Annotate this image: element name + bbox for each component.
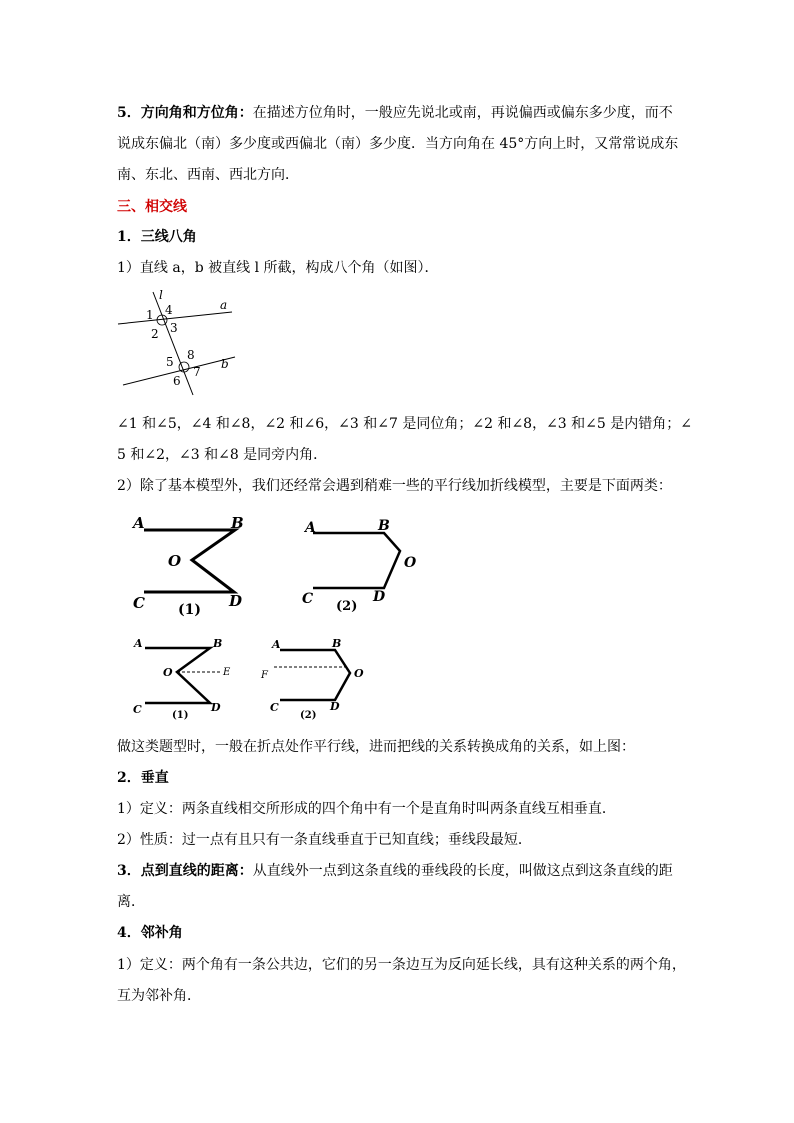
sub3-text-1: 从直线外一点到这条直线的垂线段的长度，叫做这点到这条直线的距: [252, 863, 673, 879]
sub1-p1: 1）直线 a，b 被直线 l 所截，构成八个角（如图）．: [117, 260, 439, 276]
sec5-number: 5．: [117, 105, 141, 121]
sub2-property: 2）性质：过一点有且只有一条直线垂直于已知直线；垂线段最短．: [117, 832, 532, 848]
sec5-title: 方向角和方位角：: [140, 105, 253, 121]
m1-caption: (1): [178, 602, 201, 618]
m1s-label-E: E: [223, 667, 231, 678]
label-a: a: [220, 298, 228, 312]
label-8: 8: [187, 348, 195, 362]
model-2-auxiliary-figure: [258, 632, 378, 727]
sub4-line1: 1）定义：两个角有一条公共边，它们的另一条边互为反向延长线，具有这种关系的两个角，: [117, 957, 686, 973]
m2-label-O: O: [404, 555, 417, 571]
sub4-heading: 4．邻补角: [117, 925, 183, 941]
model-1-auxiliary-figure: [125, 632, 245, 727]
model-2-aux-polyline: [280, 650, 350, 700]
m1-label-C: C: [133, 594, 145, 612]
part3-heading: 三、相交线: [117, 199, 187, 215]
model-2-figure: [298, 513, 428, 618]
label-1: 1: [146, 308, 154, 322]
sub3-line2: 离．: [117, 894, 145, 910]
label-4: 4: [165, 303, 173, 317]
model-1-aux-polyline: [145, 648, 210, 703]
sub4-line2: 互为邻补角．: [117, 988, 201, 1004]
model-1-figure: [120, 510, 260, 622]
sec5-line3: 南、东北、西南、西北方向．: [117, 167, 299, 183]
three-lines-eight-angles-figure: [115, 287, 240, 397]
m2s-label-O: O: [354, 667, 364, 680]
m2-label-B: B: [378, 518, 390, 534]
sub1-p2-line1: ∠1 和∠5，∠4 和∠8，∠2 和∠6，∠3 和∠7 是同位角；∠2 和∠8，∠3 和∠5 是内错角；∠: [117, 416, 692, 432]
label-5: 5: [166, 355, 174, 369]
m2-label-D: D: [373, 589, 386, 605]
m1-label-A: A: [133, 514, 145, 532]
m1s-caption: (1): [172, 710, 189, 721]
label-b: b: [221, 357, 229, 371]
m2s-label-F: F: [261, 670, 268, 681]
m2s-label-B: B: [332, 637, 342, 650]
sub3-line1: [117, 861, 687, 881]
model-1-polyline: [144, 530, 235, 592]
sub2-definition: 1）定义：两条直线相交所形成的四个角中有一个是直角时叫两条直线互相垂直．: [117, 801, 616, 817]
sub1-p3: 2）除了基本模型外，我们还经常会遇到稍难一些的平行线加折线模型，主要是下面两类：: [117, 478, 672, 494]
sub1-p4: 做这类题型时，一般在折点处作平行线，进而把线的关系转换成角的关系，如上图：: [117, 739, 635, 755]
sec5-line1: [117, 103, 687, 123]
m2s-caption: (2): [300, 710, 317, 721]
label-2: 2: [151, 327, 159, 341]
sec5-line2: 说成东偏北（南）多少度或西偏北（南）多少度．当方向角在 45°方向上时，又常常说成东: [117, 136, 679, 152]
m2s-label-A: A: [272, 638, 281, 651]
m1s-label-A: A: [134, 637, 143, 650]
sec5-text-1: 在描述方位角时，一般应先说北或南，再说偏西或偏东多少度，而不: [252, 105, 673, 121]
m1-label-D: D: [229, 592, 243, 610]
m1s-label-D: D: [211, 701, 221, 714]
label-6: 6: [173, 374, 181, 388]
m2-caption: (2): [336, 599, 358, 614]
m1s-label-C: C: [133, 703, 142, 716]
m1s-label-B: B: [213, 637, 223, 650]
m2s-label-D: D: [330, 700, 340, 713]
sub3-number: 3．: [117, 863, 141, 879]
sub1-p2-line2: 5 和∠2，∠3 和∠8 是同旁内角．: [117, 447, 328, 463]
label-l: l: [159, 288, 163, 302]
label-3: 3: [170, 321, 178, 335]
sub1-heading: 1．三线八角: [117, 229, 197, 245]
m2-label-A: A: [305, 520, 316, 536]
m1s-label-O: O: [163, 666, 173, 679]
sub2-heading: 2．垂直: [117, 770, 169, 786]
m1-label-O: O: [168, 552, 182, 570]
label-7: 7: [193, 365, 201, 379]
model-2-polyline: [313, 533, 400, 588]
m1-label-B: B: [231, 514, 244, 532]
m2s-label-C: C: [270, 701, 279, 714]
sub3-title: 点到直线的距离：: [140, 863, 253, 879]
m2-label-C: C: [302, 591, 314, 607]
